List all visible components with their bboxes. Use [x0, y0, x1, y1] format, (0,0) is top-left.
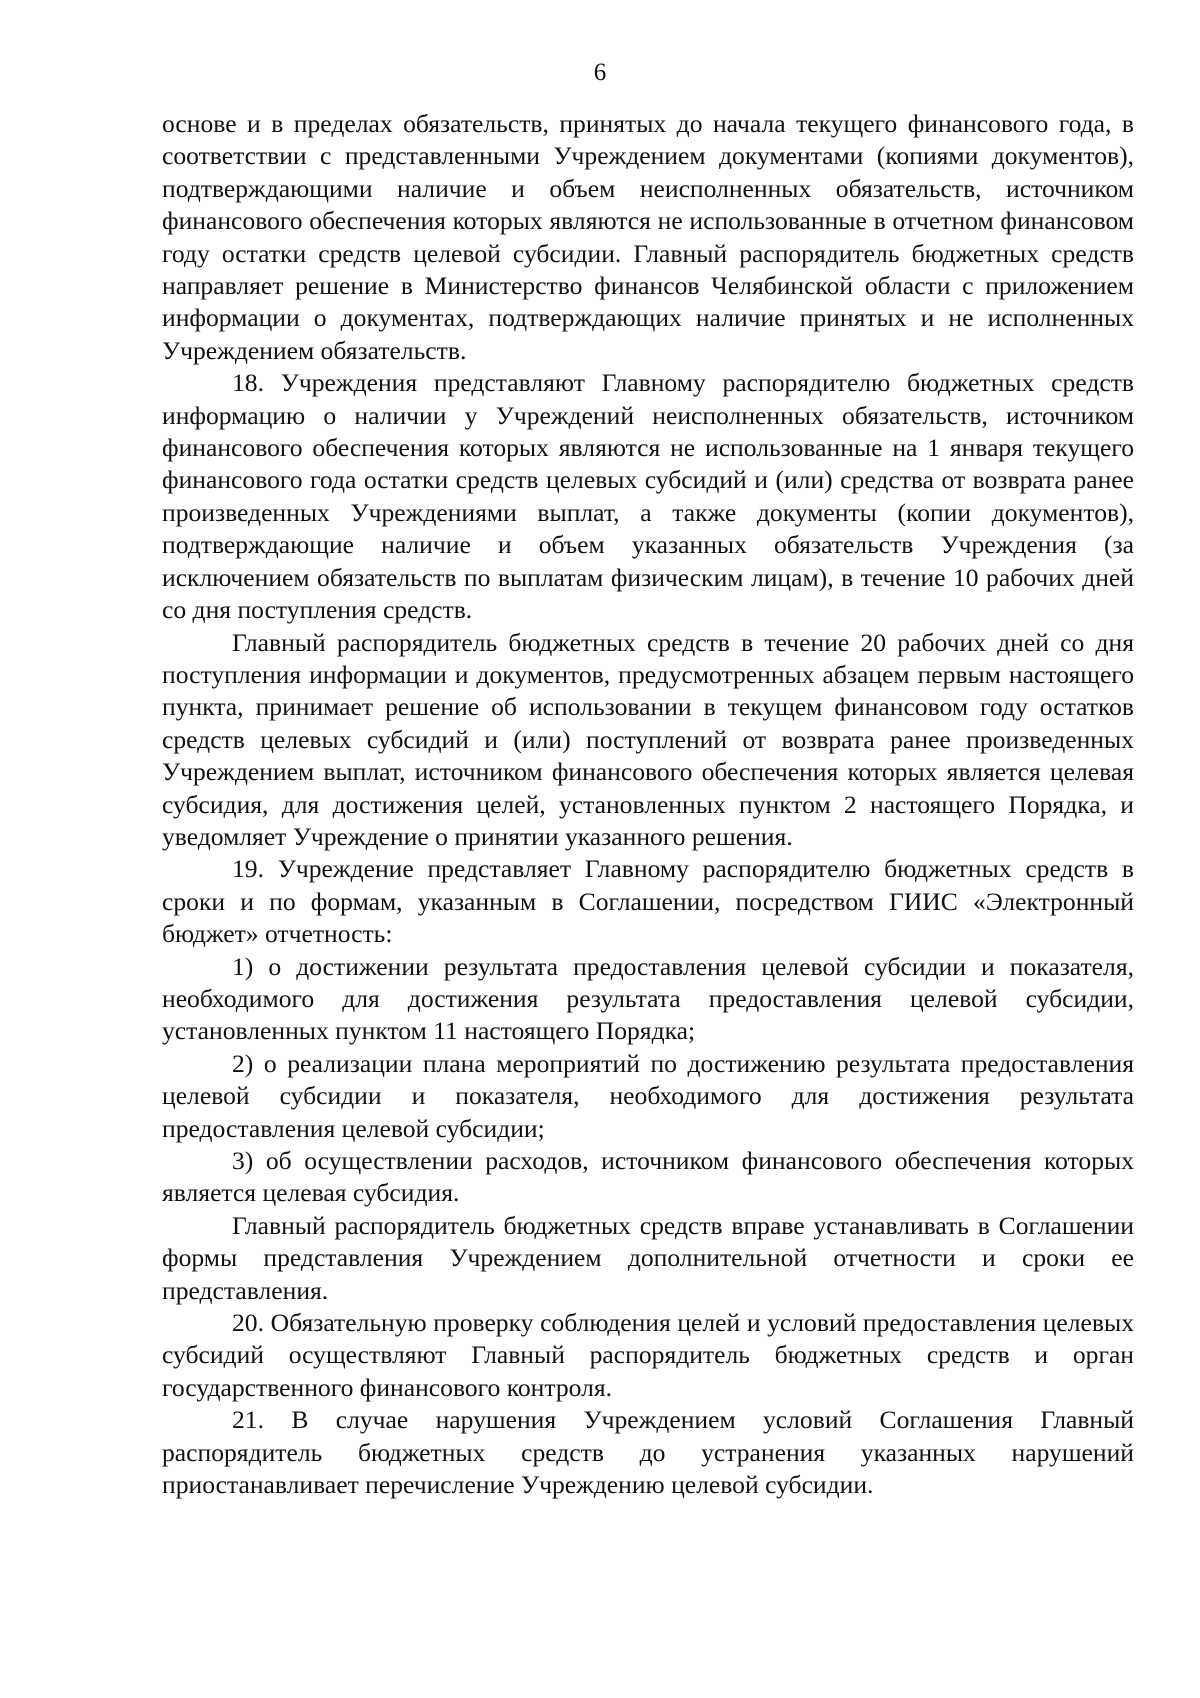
paragraph-clause-19-item-3: 3) об осуществлении расходов, источником финансового обеспечения которых является целевая субсидия.: [162, 1146, 1134, 1208]
paragraph-clause-18: 18. Учреждения представляют Главному распорядителю бюджетных средств информацию о наличии у Учреждений неисполненных обязательств, источником финансового обеспечения которых являются не использованные на 1 января текущего финансового года остатки средств целевых субсидий и (или) средства от возврата ранее произведенных Учреждениями выплат, а также документы (копии документов), подтверждающие наличие и объем указанных обязательств Учреждения (за исключением обязательств по выплатам физическим лицам), в течение 10 рабочих дней со дня поступления средств.: [162, 368, 1134, 625]
paragraph-clause-20: 20. Обязательную проверку соблюдения целей и условий предоставления целевых субсидий осуществляют Главный распорядитель бюджетных средств и орган государственного финансового контроля.: [162, 1308, 1134, 1402]
paragraph-clause-21: 21. В случае нарушения Учреждением условий Соглашения Главный распорядитель бюджетных средств до устранения указанных нарушений приостанавливает перечисление Учреждению целевой субсидии.: [162, 1405, 1134, 1500]
paragraph-continuation: основе и в пределах обязательств, принятых до начала текущего финансового года, в соответствии с представленными Учреждением документами (копиями документов), подтверждающими наличие и объем неисполненных обязательств, источником финансового обеспечения которых являются не использованные в отчетном финансовом году остатки средств целевой субсидии. Главный распорядитель бюджетных средств направляет решение в Министерство финансов Челябинской области с приложением информации о документах, подтверждающих наличие принятых и не исполненных Учреждением обязательств.: [162, 109, 1134, 365]
paragraph-clause-19-item-2: 2) о реализации плана мероприятий по достижению результата предоставления целевой субсидии и показателя, необходимого для достижения результата предоставления целевой субсидии;: [162, 1048, 1134, 1143]
paragraph-clause-19-additional-reporting: Главный распорядитель бюджетных средств вправе устанавливать в Соглашении формы представления Учреждением дополнительной отчетности и сроки ее представления.: [162, 1210, 1134, 1305]
paragraph-clause-19-item-1: 1) о достижении результата предоставления целевой субсидии и показателя, необходимого для достижения результата предоставления целевой субсидии, установленных пунктом 11 настоящего Порядка;: [162, 951, 1134, 1046]
document-body: [162, 108, 1134, 1501]
paragraph-clause-19: 19. Учреждение представляет Главному распорядителю бюджетных средств в сроки и по формам, указанным в Соглашении, посредством ГИИС «Электронный бюджет» отчетность:: [162, 854, 1134, 949]
paragraph-clause-18-decision: Главный распорядитель бюджетных средств в течение 20 рабочих дней со дня поступления информации и документов, предусмотренных абзацем первым настоящего пункта, принимает решение об использовании в текущем финансовом году остатков средств целевых субсидий и (или) поступлений от возврата ранее произведенных Учреждением выплат, источником финансового обеспечения которых является целевая субсидия, для достижения целей, установленных пунктом 2 настоящего Порядка, и уведомляет Учреждение о принятии указанного решения.: [162, 627, 1134, 851]
page-number: 6: [593, 59, 607, 86]
